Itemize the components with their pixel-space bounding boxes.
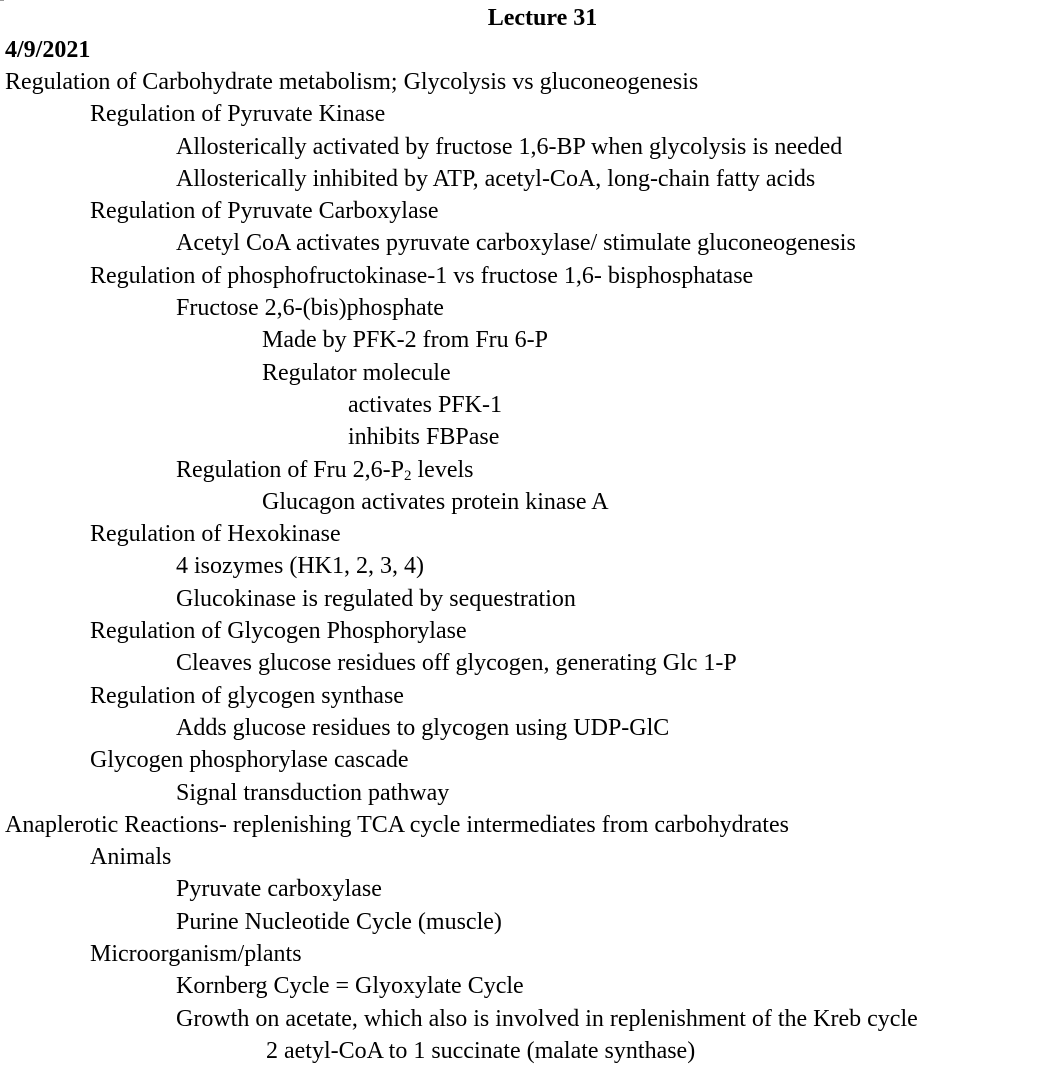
line-text: Regulation of Fru 2,6-P — [176, 456, 404, 483]
outline-line: Animals — [90, 844, 172, 871]
outline-line: Acetyl CoA activates pyruvate carboxylase/ stimulate gluconeogenesis — [176, 230, 856, 257]
outline-line: Regulation of Glycogen Phosphorylase — [90, 618, 467, 645]
outline-line: Regulation of Hexokinase — [90, 521, 341, 548]
outline-line: Signal transduction pathway — [176, 779, 450, 806]
outline-line: Kornberg Cycle = Glyoxylate Cycle — [176, 973, 524, 1000]
line-text: levels — [411, 456, 474, 483]
outline-line: Cleaves glucose residues off glycogen, generating Glc 1-P — [176, 650, 737, 677]
outline-line: Regulation of phosphofructokinase-1 vs fructose 1,6- bisphosphatase — [90, 262, 754, 289]
outline-line — [0, 454, 1050, 486]
outline-line: Regulation of glycogen synthase — [90, 682, 404, 709]
outline-line: inhibits FBPase — [348, 424, 500, 451]
outline-line: Regulation of Pyruvate Carboxylase — [90, 198, 439, 225]
subscript-text: 2 — [404, 467, 412, 484]
outline-line: Regulation of Pyruvate Kinase — [90, 101, 386, 128]
outline-line: Glycogen phosphorylase cascade — [90, 747, 409, 774]
outline-line: Allosterically activated by fructose 1,6-BP when glycolysis is needed — [176, 133, 843, 160]
outline-line: Regulator molecule — [262, 359, 451, 386]
outline-line: Glucokinase is regulated by sequestration — [176, 585, 576, 612]
outline-line: Purine Nucleotide Cycle (muscle) — [176, 908, 502, 935]
outline-line: Glucagon activates protein kinase A — [262, 488, 609, 515]
outline-line: Allosterically inhibited by ATP, acetyl-CoA, long-chain fatty acids — [176, 165, 816, 192]
outline-line: activates PFK-1 — [348, 391, 502, 418]
outline-line: 2 aetyl-CoA to 1 succinate (malate synthase) — [266, 1037, 696, 1064]
outline-line: Made by PFK-2 from Fru 6-P — [262, 327, 548, 354]
lecture-date: 4/9/2021 — [5, 37, 91, 63]
outline-line: Anaplerotic Reactions- replenishing TCA cycle intermediates from carbohydrates — [5, 811, 789, 838]
outline-line: Adds glucose residues to glycogen using UDP-GlC — [176, 714, 670, 741]
outline-line: Fructose 2,6-(bis)phosphate — [176, 295, 444, 322]
outline-lines — [0, 66, 1050, 1067]
outline-line: Growth on acetate, which also is involved in replenishment of the Kreb cycle — [176, 1005, 918, 1032]
lecture-title: Lecture 31 — [487, 5, 598, 31]
outline-line: Pyruvate carboxylase — [176, 876, 382, 903]
outline-line: 4 isozymes (HK1, 2, 3, 4) — [176, 553, 424, 580]
outline-line: Microorganism/plants — [90, 941, 302, 968]
page-corner-mark — [0, 0, 4, 1]
outline-line: Regulation of Carbohydrate metabolism; Glycolysis vs gluconeogenesis — [5, 69, 699, 95]
